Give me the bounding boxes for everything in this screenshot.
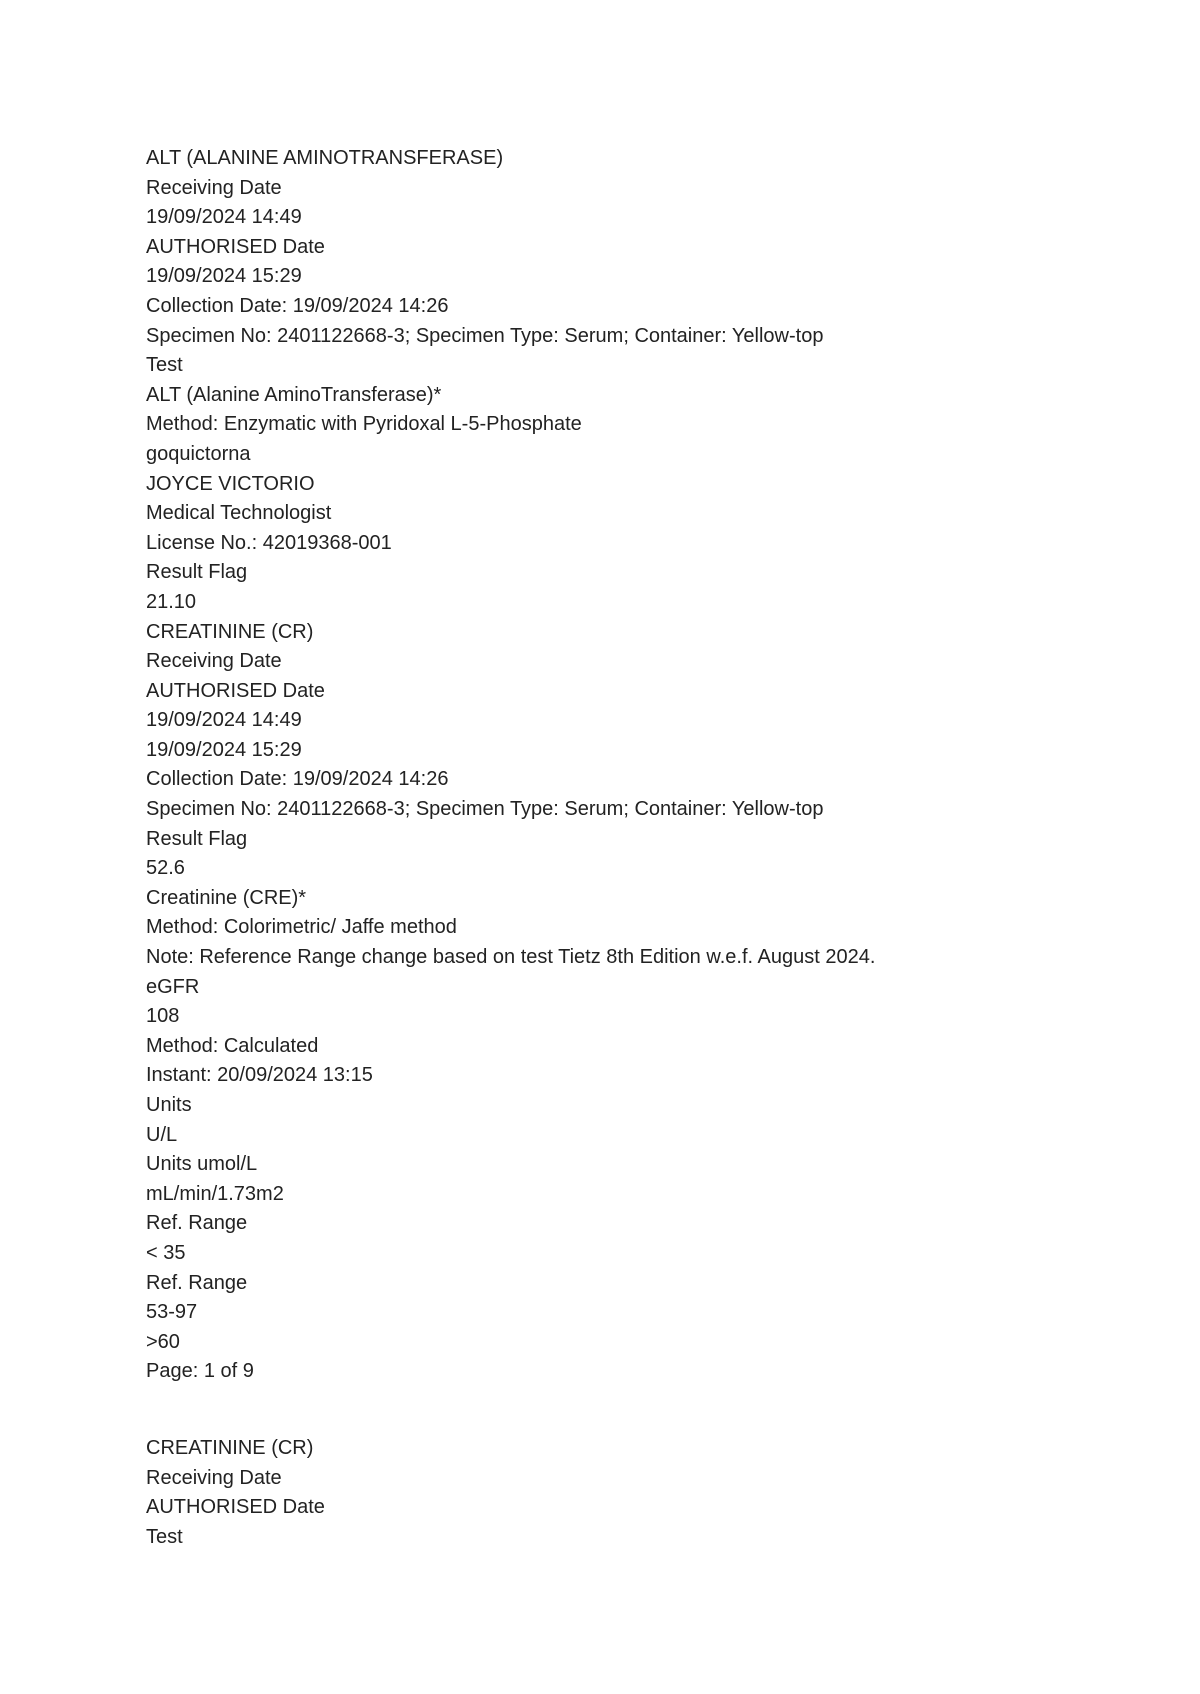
creatinine-section-heading: CREATININE (CR): [146, 620, 314, 643]
creatinine-units: Units umol/L: [146, 1153, 258, 1176]
creatinine-ref-range-value: 53-97: [146, 1301, 198, 1324]
authorised-date-label: AUTHORISED Date: [146, 1496, 325, 1519]
ref-range-label: Ref. Range: [146, 1271, 248, 1294]
test-label: Test: [146, 354, 183, 377]
units-label: Units: [146, 1094, 192, 1116]
technologist-title: Medical Technologist: [146, 502, 332, 525]
creatinine-test-name: Creatinine (CRE)*: [146, 886, 307, 909]
creatinine-method: Method: Colorimetric/ Jaffe method: [146, 916, 457, 939]
receiving-date-label: Receiving Date: [146, 176, 282, 199]
authorised-date-label: AUTHORISED Date: [146, 679, 325, 702]
alt-units-value: U/L: [146, 1123, 178, 1146]
egfr-test-name: eGFR: [146, 975, 200, 998]
authorised-date-value: 19/09/2024 15:29: [146, 265, 302, 288]
test-label: Test: [146, 1525, 183, 1548]
alt-test-name: ALT (Alanine AminoTransferase)*: [146, 383, 442, 406]
creatinine-section-heading: CREATININE (CR): [146, 1437, 314, 1459]
egfr-ref-range-value: >60: [146, 1330, 180, 1353]
receiving-date-label: Receiving Date: [146, 1466, 282, 1489]
egfr-result-value: 108: [146, 1005, 180, 1028]
alt-ref-range-value: < 35: [146, 1241, 186, 1264]
egfr-method: Method: Calculated: [146, 1034, 319, 1057]
reference-range-note: Note: Reference Range change based on test Tietz 8th Edition w.e.f. August 2024.: [146, 946, 876, 969]
collection-date: Collection Date: 19/09/2024 14:26: [146, 768, 449, 791]
alt-result-value: 21.10: [146, 590, 197, 613]
specimen-info: Specimen No: 2401122668-3; Specimen Type: Serum; Container: Yellow-top: [146, 324, 824, 347]
alt-method: Method: Enzymatic with Pyridoxal L-5-Phosphate: [146, 413, 582, 436]
specimen-info: Specimen No: 2401122668-3; Specimen Type: Serum; Container: Yellow-top: [146, 798, 824, 821]
authorised-date-label: AUTHORISED Date: [146, 235, 325, 258]
egfr-units-value: mL/min/1.73m2: [146, 1182, 284, 1205]
creatinine-result-value: 52.6: [146, 857, 185, 880]
result-flag-label: Result Flag: [146, 561, 248, 584]
signature-text: goquictorna: [146, 442, 251, 465]
alt-section-heading: ALT (ALANINE AMINOTRANSFERASE): [146, 147, 504, 169]
report-text-block: [146, 144, 875, 1387]
authorised-date-value: 19/09/2024 15:29: [146, 738, 302, 761]
page-number: Page: 1 of 9: [146, 1360, 254, 1383]
receiving-date-value: 19/09/2024 14:49: [146, 206, 302, 229]
ref-range-label: Ref. Range: [146, 1212, 248, 1235]
technologist-name: JOYCE VICTORIO: [146, 472, 315, 495]
collection-date: Collection Date: 19/09/2024 14:26: [146, 294, 449, 317]
receiving-date-value: 19/09/2024 14:49: [146, 709, 302, 732]
receiving-date-label: Receiving Date: [146, 650, 282, 673]
second-report-text-block: [146, 1434, 325, 1552]
instant-timestamp: Instant: 20/09/2024 13:15: [146, 1064, 373, 1087]
license-number: License No.: 42019368-001: [146, 531, 392, 554]
result-flag-label: Result Flag: [146, 827, 248, 850]
